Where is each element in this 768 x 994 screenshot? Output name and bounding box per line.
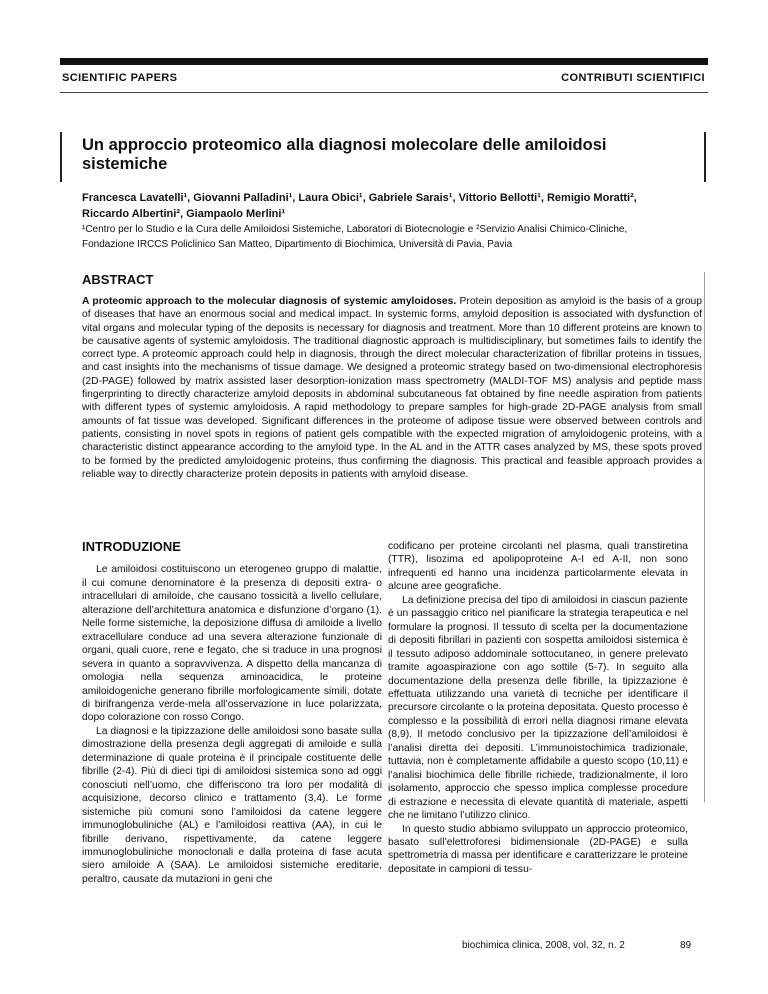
header-thin-rule <box>60 92 708 93</box>
journal-citation: biochimica clinica, 2008, vol. 32, n. 2 <box>462 940 625 951</box>
affiliations <box>82 222 702 252</box>
abstract-text <box>82 295 702 481</box>
abstract-heading: ABSTRACT <box>82 272 154 287</box>
abstract-section <box>82 272 702 513</box>
author-list <box>82 190 702 222</box>
affiliation-line-2: Fondazione IRCCS Policlinico San Matteo, Dipartimento di Biochimica, Università di Pavia, Pavia <box>82 239 513 250</box>
intro-paragraph-1: Le amiloidosi costituiscono un eterogeneo gruppo di malattie, il cui comune denominatore è la presenza di depositi extra- o intracellulari di amiloide, che causano tossicità a livello cellulare, alterazione dell’architettura anatomica e disfunzione d’organo (1). Nelle forme sistemiche, la deposizione diffusa di amiloide a livello extracellulare conduce ad una severa alterazione funzionale di organi, quali cuore, rene e fegato, che si traduce in una prognosi severa in quanto a sopravvivenza. A dispetto della mancanza di omologia nella sequenza aminoacidica, le proteine amiloidogeniche generano fibrille morfologicamente simili, dotate di birifrangenza verde-mela all’osservazione in luce polarizzata, dopo colorazione con rosso Congo. <box>82 564 382 724</box>
abstract-lead: A proteomic approach to the molecular diagnosis of systemic amyloidoses. <box>82 296 457 307</box>
section-label-english: SCIENTIFIC PAPERS <box>62 72 178 84</box>
right-margin-rule <box>704 272 705 802</box>
body-column-right <box>388 540 688 876</box>
title-bar-right <box>704 132 706 182</box>
authors-line-1: Francesca Lavatelli¹, Giovanni Palladini¹, Laura Obici¹, Gabriele Sarais¹, Vittorio Bellotti¹, Remigio Moratti², <box>82 192 637 204</box>
intro-heading: INTRODUZIONE <box>82 539 181 554</box>
title-bar-left <box>60 132 62 182</box>
authors-line-2: Riccardo Albertini², Giampaolo Merlini¹ <box>82 208 286 220</box>
header-top-rule <box>60 58 708 65</box>
affiliation-line-1: ¹Centro per lo Studio e la Cura delle Amiloidosi Sistemiche, Laboratori di Biotecnologie e ²Servizio Analisi Chimico-Cliniche, <box>82 224 628 235</box>
page-number: 89 <box>680 940 692 951</box>
intro-paragraph-3: codificano per proteine circolanti nel plasma, quali transtiretina (TTR), lisozima ed apolipoproteine A-I ed A-II, non sono infrequenti ed hanno una incidenza particolarmente elevata in alcune aree geografiche. <box>388 541 688 593</box>
intro-paragraph-2: La diagnosi e la tipizzazione delle amiloidosi sono basate sulla dimostrazione della presenza degli aggregati di amiloide e sulla determinazione di quale proteina è il principale costituente delle fibrille (2-4). Più di dieci tipi di amiloidosi sistemica sono ad oggi conosciuti nell’uomo, che differiscono tra loro per modalità di acquisizione, decorso clinico e trattamento (3,4). Le forme sistemiche più comuni sono l’amiloidosi da catene leggere immunoglobuliniche (AL) e l’amiloidosi reattiva (AA), in cui le fibrille derivano, rispettivamente, da catene leggere immunoglobuliniche monoclonali e dalla proteina di fase acuta siero amiloide A (SAA). Le amiloidosi sistemiche ereditarie, peraltro, causate da mutazioni in geni che <box>82 725 382 885</box>
intro-paragraph-4: La definizione precisa del tipo di amiloidosi in ciascun paziente è un passaggio critico nel pianificare la strategia terapeutica e nel formulare la prognosi. Il tessuto di scelta per la documentazione di depositi fibrillari in pazienti con sospetta amiloidosi sistemica è il tessuto adiposo addominale sottocutaneo, in genere prelevato tramite agoaspirazione con ago sottile (5-7). In seguito alla documentazione della presenza delle fibrille, la tipizzazione è effettuata utilizzando una varietà di tecniche per identificare il precursore circolante o la proteina depositata. Questo processo è complesso e la possibilità di errori nella diagnosi rimane elevata (8,9). Il metodo conclusivo per la tipizzazione dell’amiloidosi è l’analisi diretta dei depositi. L’immunoistochimica tradizionale, tuttavia, non è completamente affidabile a questo scopo (10,11) e l’analisi biochimica delle fibrille richiede, tradizionalmente, il loro isolamento, approccio che spesso implica complesse procedure di estrazione e necessita di elevate quantità di materiale, aspetti che ne limitano l’utilizzo clinico. <box>388 594 688 822</box>
abstract-body: Protein deposition as amyloid is the basis of a group of diseases that have an enormous social and medical impact. In systemic forms, amyloid deposition is associated with dysfunction of vital organs and molecular typing of the deposits is necessary for diagnosis and treatment. More than 10 different proteins are known to be causative agents of systemic amyloidosis. The traditional diagnostic approach is multidisciplinary, but sometimes fails to identify the correct type. A proteomic approach could help in diagnosis, through the direct molecular characterization of fibrillar proteins in tissues, and cast insights into the mechanisms of tissue damage. We designed a proteomic strategy based on two-dimensional electrophoresis (2D-PAGE) followed by matrix assisted laser desorption-ionization mass spectrometry (MALDI-TOF MS) analysis and peptide mass fingerprinting to directly characterize amyloid deposits in abdominal subcutaneous fat obtained by fine needle aspiration from patients with different types of systemic amyloidosis. A rapid methodology to prepare samples for high-grade 2D-PAGE analysis from small amounts of fat tissue was developed. Significant differences in the proteome of adipose tissue were observed between controls and patients, consisting in novel spots in regions of patient gels compatible with the expected migration of amyloidogenic proteins, with a characteristic distinct appearance according to the amyloid type. In the AL and in the ATTR cases analyzed by MS, these spots proved to be formed by the predicted amyloidogenic proteins, thus confirming the diagnosis. This practical and feasible approach provides a reliable way to directly characterize protein deposits in patients with amyloid disease. <box>82 296 702 480</box>
intro-paragraph-5: In questo studio abbiamo sviluppato un approccio proteomico, basato sull’elettroforesi bidimensionale (2D-PAGE) e sulla spettrometria di massa per identificare e caratterizzare le proteine depositate in campioni di tessu- <box>388 823 688 875</box>
article-title: Un approccio proteomico alla diagnosi molecolare delle amiloidosi sistemiche <box>82 136 607 173</box>
body-column-left <box>82 540 382 886</box>
section-label-italian: CONTRIBUTI SCIENTIFICI <box>561 72 705 84</box>
